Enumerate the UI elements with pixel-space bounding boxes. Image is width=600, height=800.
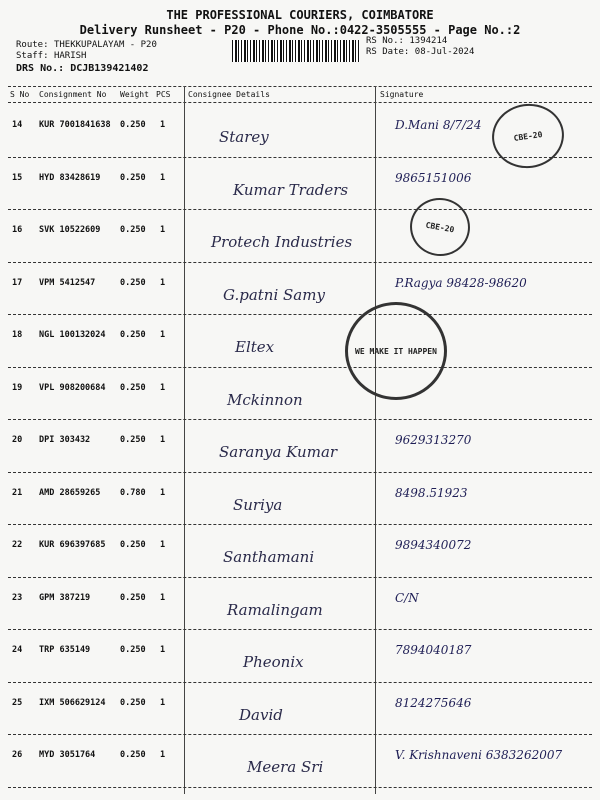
row-sno: 23 — [12, 592, 23, 603]
row-consignee-name: Santhamani — [223, 548, 315, 566]
row-consignment-no: NGL 100132024 — [39, 330, 106, 340]
runsheet-subtitle: Delivery Runsheet - P20 - Phone No.:0422-3505555 - Page No.:2 — [79, 23, 521, 37]
row-sno: 22 — [12, 540, 23, 550]
row-weight: 0.250 — [120, 120, 146, 130]
row-pcs: 1 — [160, 225, 166, 235]
courier-stamp-top — [488, 99, 568, 172]
row-consignment-no: MYD 3051764 — [39, 750, 96, 760]
row-consignment-no: KUR 7001841638 — [39, 120, 111, 130]
row-signature: P.Ragya 98428-98620 — [395, 275, 527, 290]
row-weight: 0.250 — [120, 592, 146, 603]
row-divider — [8, 367, 592, 368]
row-sno: 24 — [12, 645, 23, 655]
row-consignment-no: VPL 908200684 — [39, 382, 106, 393]
row-sno: 16 — [12, 225, 23, 235]
row-sno: 19 — [12, 382, 23, 393]
row-consignment-no: DPI 303432 — [39, 435, 91, 445]
row-divider — [8, 419, 592, 420]
courier-stamp-middle — [405, 193, 474, 261]
row-weight: 0.250 — [120, 225, 146, 235]
row-sno: 20 — [12, 435, 23, 445]
row-sno: 18 — [12, 330, 23, 340]
row-sno: 21 — [12, 487, 23, 498]
rs-date-value: 08-Jul-2024 — [414, 47, 475, 57]
row-consignee-name: Pheonix — [243, 653, 304, 671]
row-pcs: 1 — [160, 487, 166, 498]
row-pcs: 1 — [160, 750, 166, 760]
drs-line — [16, 63, 148, 74]
row-weight: 0.250 — [120, 172, 146, 183]
row-divider — [8, 734, 592, 735]
row-pcs: 1 — [160, 277, 166, 288]
col-consignment-header: Consignment No — [39, 90, 107, 99]
row-consignment-no: IXM 506629124 — [39, 697, 106, 708]
stamp-middle-text: CBE-20 — [424, 220, 456, 234]
row-signature: 9894340072 — [395, 538, 472, 552]
row-consignment-no: GPM 387219 — [39, 592, 91, 603]
row-weight: 0.250 — [120, 697, 146, 708]
rs-no-line — [366, 36, 447, 46]
row-consignee-name: David — [239, 705, 283, 724]
row-consignee-name: Protech Industries — [211, 233, 353, 251]
row-weight: 0.250 — [120, 382, 146, 393]
row-signature: 7894040187 — [395, 643, 472, 657]
row-divider — [8, 524, 592, 525]
barcode — [232, 40, 360, 62]
rs-no-label: RS No.: — [366, 36, 404, 46]
row-consignee-name: Kumar Traders — [233, 180, 349, 199]
row-consignee-name: Starey — [219, 128, 269, 146]
staff-label: Staff: — [16, 51, 49, 61]
row-pcs: 1 — [160, 120, 166, 130]
row-divider — [8, 577, 592, 578]
row-pcs: 1 — [160, 592, 166, 603]
row-divider — [8, 314, 592, 315]
rs-date-label: RS Date: — [366, 47, 410, 57]
row-consignee-name: Meera Sri — [247, 758, 324, 776]
row-consignee-name: G.patni Samy — [223, 285, 325, 304]
col-details-header: Consignee Details — [188, 90, 270, 99]
row-weight: 0.250 — [120, 645, 146, 655]
row-consignment-no: SVK 10522609 — [39, 225, 101, 235]
table-header-rule — [8, 102, 592, 103]
row-sno: 15 — [12, 172, 23, 183]
staff-value: HARISH — [53, 51, 87, 61]
drs-value: DCJB139421402 — [70, 63, 149, 74]
row-signature: V. Krishnaveni 6383262007 — [395, 748, 563, 762]
row-sno: 25 — [12, 697, 23, 708]
row-signature: 9629313270 — [395, 433, 472, 447]
row-weight: 0.250 — [120, 435, 146, 445]
row-weight: 0.250 — [120, 277, 146, 288]
row-divider — [8, 262, 592, 263]
drs-label: DRS No.: — [16, 63, 65, 74]
row-pcs: 1 — [160, 435, 166, 445]
row-signature: D.Mani 8/7/24 — [395, 118, 482, 132]
row-weight: 0.250 — [120, 330, 146, 340]
route-value: THEKKUPALAYAM - P20 — [53, 40, 157, 50]
row-consignee-name: Ramalingam — [227, 600, 323, 619]
row-divider — [8, 682, 592, 683]
route-line — [16, 40, 157, 50]
row-weight: 0.250 — [120, 540, 146, 550]
row-pcs: 1 — [160, 645, 166, 655]
col-sno-header: S No — [10, 90, 30, 99]
row-consignment-no: HYD 83428619 — [39, 172, 101, 183]
row-consignment-no: KUR 696397685 — [39, 540, 106, 550]
staff-line — [16, 51, 86, 61]
row-sno: 14 — [12, 120, 23, 130]
company-seal — [345, 302, 447, 400]
row-divider — [8, 629, 592, 630]
company-title: THE PROFESSIONAL COURIERS, COIMBATORE — [166, 8, 434, 22]
row-signature: 8498.51923 — [395, 485, 468, 500]
row-pcs: 1 — [160, 540, 166, 550]
seal-text: WE MAKE IT HAPPEN — [355, 346, 437, 356]
row-divider — [8, 472, 592, 473]
row-pcs: 1 — [160, 697, 166, 708]
rs-date-line — [366, 47, 474, 57]
row-consignee-name: Mckinnon — [227, 390, 303, 409]
col-weight-header: Weight — [120, 90, 149, 99]
row-signature: C/N — [395, 590, 419, 605]
table-top-rule — [8, 86, 592, 87]
row-sno: 17 — [12, 277, 23, 288]
col-signature-header: Signature — [380, 90, 424, 99]
row-pcs: 1 — [160, 172, 166, 183]
row-consignment-no: TRP 635149 — [39, 645, 91, 655]
row-divider — [8, 209, 592, 210]
row-pcs: 1 — [160, 330, 166, 340]
row-sno: 26 — [12, 750, 23, 760]
row-signature: 8124275646 — [395, 695, 472, 710]
row-weight: 0.780 — [120, 487, 146, 498]
row-pcs: 1 — [160, 382, 166, 393]
rs-no-value: 1394214 — [409, 36, 448, 46]
row-signature: 9865151006 — [395, 170, 472, 185]
row-weight: 0.250 — [120, 750, 146, 760]
col-pcs-header: PCS — [156, 90, 171, 99]
row-consignee-name: Eltex — [235, 338, 275, 356]
row-divider — [8, 787, 592, 788]
route-label: Route: — [16, 40, 49, 50]
row-consignee-name: Suriya — [233, 495, 283, 514]
row-consignment-no: VPM 5412547 — [39, 277, 96, 288]
details-column-divider — [184, 86, 185, 794]
stamp-top-text: CBE-20 — [513, 129, 543, 143]
row-consignment-no: AMD 28659265 — [39, 487, 101, 498]
signature-column-divider — [375, 86, 376, 794]
row-consignee-name: Saranya Kumar — [219, 443, 338, 461]
